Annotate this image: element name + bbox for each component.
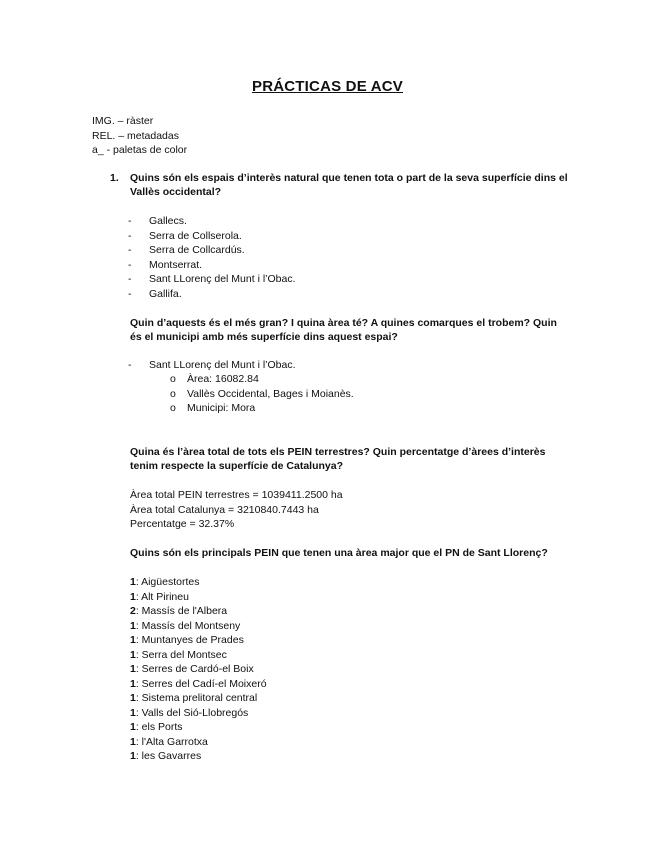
calc-line: Àrea total PEIN terrestres = 1039411.2500 ha: [130, 489, 343, 501]
list-item: - Gallecs.: [128, 215, 187, 227]
list-item: o Municipi: Mora: [170, 402, 256, 415]
list-item: 1: Aigüestortes: [130, 576, 200, 588]
question-number: 1.: [110, 172, 119, 184]
question-1-text: Quins són els espais d’interès natural que tenen tota o part de la seva superfície dins el Vallès occidental?: [130, 172, 568, 199]
list-item: 1: Sistema prelitoral central: [130, 692, 258, 704]
area-calculations: [130, 488, 343, 532]
page-title: PRÁCTICAS DE ACV: [252, 78, 403, 95]
list-item: 1: Valls del Sió-Llobregós: [130, 706, 249, 719]
list-item: - Serra de Collcardús.: [128, 244, 245, 257]
legend-item: IMG. – ràster: [92, 115, 154, 127]
list-item: 1: Serres de Cardó-el Boix: [130, 663, 254, 675]
spaces-list: [128, 214, 296, 302]
list-item: 2: Massís de l'Albera: [130, 605, 228, 617]
question-1: [110, 171, 570, 200]
list-item: - Sant LLorenç del Munt i l’Obac.: [128, 273, 296, 286]
question-4-text: Quins són els principals PEIN que tenen una àrea major que el PN de Sant Llorenç?: [130, 547, 548, 559]
list-item: 1: els Ports: [130, 721, 183, 733]
answer-list: [128, 358, 296, 373]
list-item: 1: Massís del Montseny: [130, 619, 241, 632]
legend: [92, 114, 187, 158]
list-item: 1: les Gavarres: [130, 750, 202, 762]
question-3-text: Quina és l’àrea total de tots els PEIN terrestres? Quin percentatge d’àrees d’interès tenim respecte la superfície de Catalunya?: [130, 446, 546, 473]
list-item: - Gallifa.: [128, 287, 182, 300]
list-item: 1: l'Alta Garrotxa: [130, 735, 208, 748]
question-2-text: Quin d’aquests és el més gran? I quina àrea té? A quines comarques el trobem? Quin és el municipi amb més superfície dins aquest espai?: [130, 317, 557, 344]
list-item: 1: Alt Pirineu: [130, 590, 189, 603]
calc-line: Àrea total Catalunya = 3210840.7443 ha: [130, 503, 319, 516]
list-item: - Sant LLorenç del Munt i l’Obac.: [128, 359, 296, 371]
legend-item: REL. – metadadas: [92, 129, 179, 142]
list-item: 1: Muntanyes de Prades: [130, 634, 244, 646]
pein-list: [130, 575, 267, 764]
list-item: o Àrea: 16082.84: [170, 373, 259, 385]
list-item: - Montserrat.: [128, 258, 203, 271]
list-item: - Serra de Collserola.: [128, 229, 242, 242]
calc-line: Percentatge = 32.37%: [130, 518, 235, 531]
list-item: o Vallès Occidental, Bages i Moianès.: [170, 387, 354, 400]
legend-item: a_ - paletas de color: [92, 144, 188, 156]
list-item: 1: Serra del Montsec: [130, 648, 227, 661]
answer-details: [170, 372, 354, 416]
list-item: 1: Serres del Cadí-el Moixeró: [130, 677, 267, 690]
